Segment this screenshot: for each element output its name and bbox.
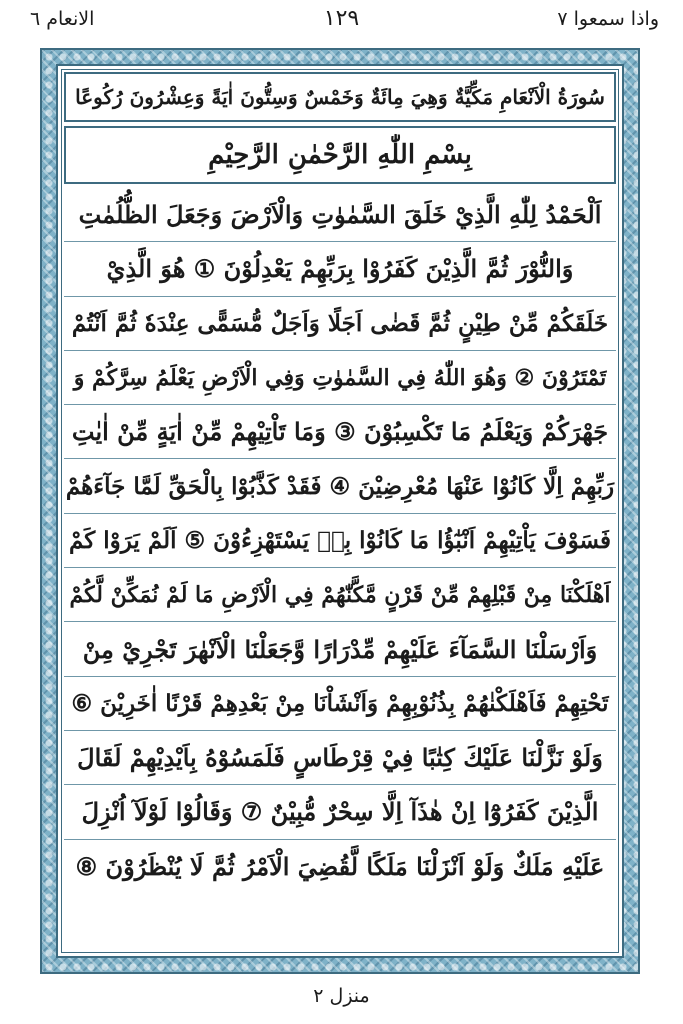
surah-name: الانعام ٦ [30, 8, 95, 30]
verse-line: وَاَرْسَلْنَا السَّمَآءَ عَلَيْهِمْ مِّدْرَارًا وَّجَعَلْنَا الْاَنْهٰرَ تَجْرِيْ مِنْ [64, 622, 616, 676]
verse-line: جَهْرَكُمْ وَيَعْلَمُ مَا تَكْسِبُوْنَ ③ وَمَا تَاْتِيْهِمْ مِّنْ اٰيَةٍ مِّنْ اٰيٰتِ [64, 405, 616, 459]
verse-line: اَلْحَمْدُ لِلّٰهِ الَّذِيْ خَلَقَ السَّمٰوٰتِ وَالْاَرْضَ وَجَعَلَ الظُّلُمٰتِ [64, 188, 616, 242]
verse-line: خَلَقَكُمْ مِّنْ طِيْنٍ ثُمَّ قَضٰى اَجَلًا وَاَجَلٌ مُّسَمًّى عِنْدَهٗ ثُمَّ اَنْتُمْ [64, 297, 616, 351]
page-header [0, 0, 683, 46]
juz-name: واذا سمعوا ۷ [557, 8, 659, 30]
surah-banner: سُورَةُ الْاَنْعَامِ مَكِّيَّةٌ وَهِيَ مِائَةٌ وَخَمْسٌ وَسِتُّونَ اٰيَةً وَعِشْرُونَ رُكُوعًا [64, 72, 616, 122]
text-panel [56, 64, 624, 958]
verse-line: تَمْتَرُوْنَ ② وَهُوَ اللّٰهُ فِي السَّمٰوٰتِ وَفِي الْاَرْضِ يَعْلَمُ سِرَّكُمْ وَ [64, 351, 616, 405]
verse-line: وَالنُّوْرَ ثُمَّ الَّذِيْنَ كَفَرُوْا بِرَبِّهِمْ يَعْدِلُوْنَ ① هُوَ الَّذِيْ [64, 242, 616, 296]
verse-line: الَّذِيْنَ كَفَرُوْٓا اِنْ هٰذَآ اِلَّا سِحْرٌ مُّبِيْنٌ ⑦ وَقَالُوْا لَوْلَآ اُنْزِلَ [64, 785, 616, 839]
basmala: بِسْمِ اللّٰهِ الرَّحْمٰنِ الرَّحِيْمِ [64, 126, 616, 184]
page-number: ١٢٩ [323, 6, 360, 31]
verse-line: تَحْتِهِمْ فَاَهْلَكْنٰهُمْ بِذُنُوْبِهِمْ وَاَنْشَاْنَا مِنْ بَعْدِهِمْ قَرْنًا اٰخَرِيْنَ ⑥ [64, 677, 616, 731]
verse-line: عَلَيْهِ مَلَكٌ وَلَوْ اَنْزَلْنَا مَلَكًا لَّقُضِيَ الْاَمْرُ ثُمَّ لَا يُنْظَرُوْنَ ⑧ [75, 852, 605, 882]
verse-line: رَبِّهِمْ اِلَّا كَانُوْا عَنْهَا مُعْرِضِيْنَ ④ فَقَدْ كَذَّبُوْا بِالْحَقِّ لَمَّا جَآءَهُمْ [64, 459, 616, 513]
manzil-footer: منزل ٢ [313, 985, 370, 1007]
ornamental-border [40, 48, 640, 974]
verse-lines [64, 188, 616, 950]
verse-line: فَسَوْفَ يَاْتِيْهِمْ اَنْبٰٓؤُا مَا كَانُوْا بِهٖ يَسْتَهْزِءُوْنَ ⑤ اَلَمْ يَرَوْا كَمْ [64, 514, 616, 568]
verse-line: وَلَوْ نَزَّلْنَا عَلَيْكَ كِتٰبًا فِيْ قِرْطَاسٍ فَلَمَسُوْهُ بِاَيْدِيْهِمْ لَقَالَ [64, 731, 616, 785]
verse-line: اَهْلَكْنَا مِنْ قَبْلِهِمْ مِّنْ قَرْنٍ مَّكَّنّٰهُمْ فِي الْاَرْضِ مَا لَمْ نُمَكِّنْ لَّكُمْ [64, 568, 616, 622]
